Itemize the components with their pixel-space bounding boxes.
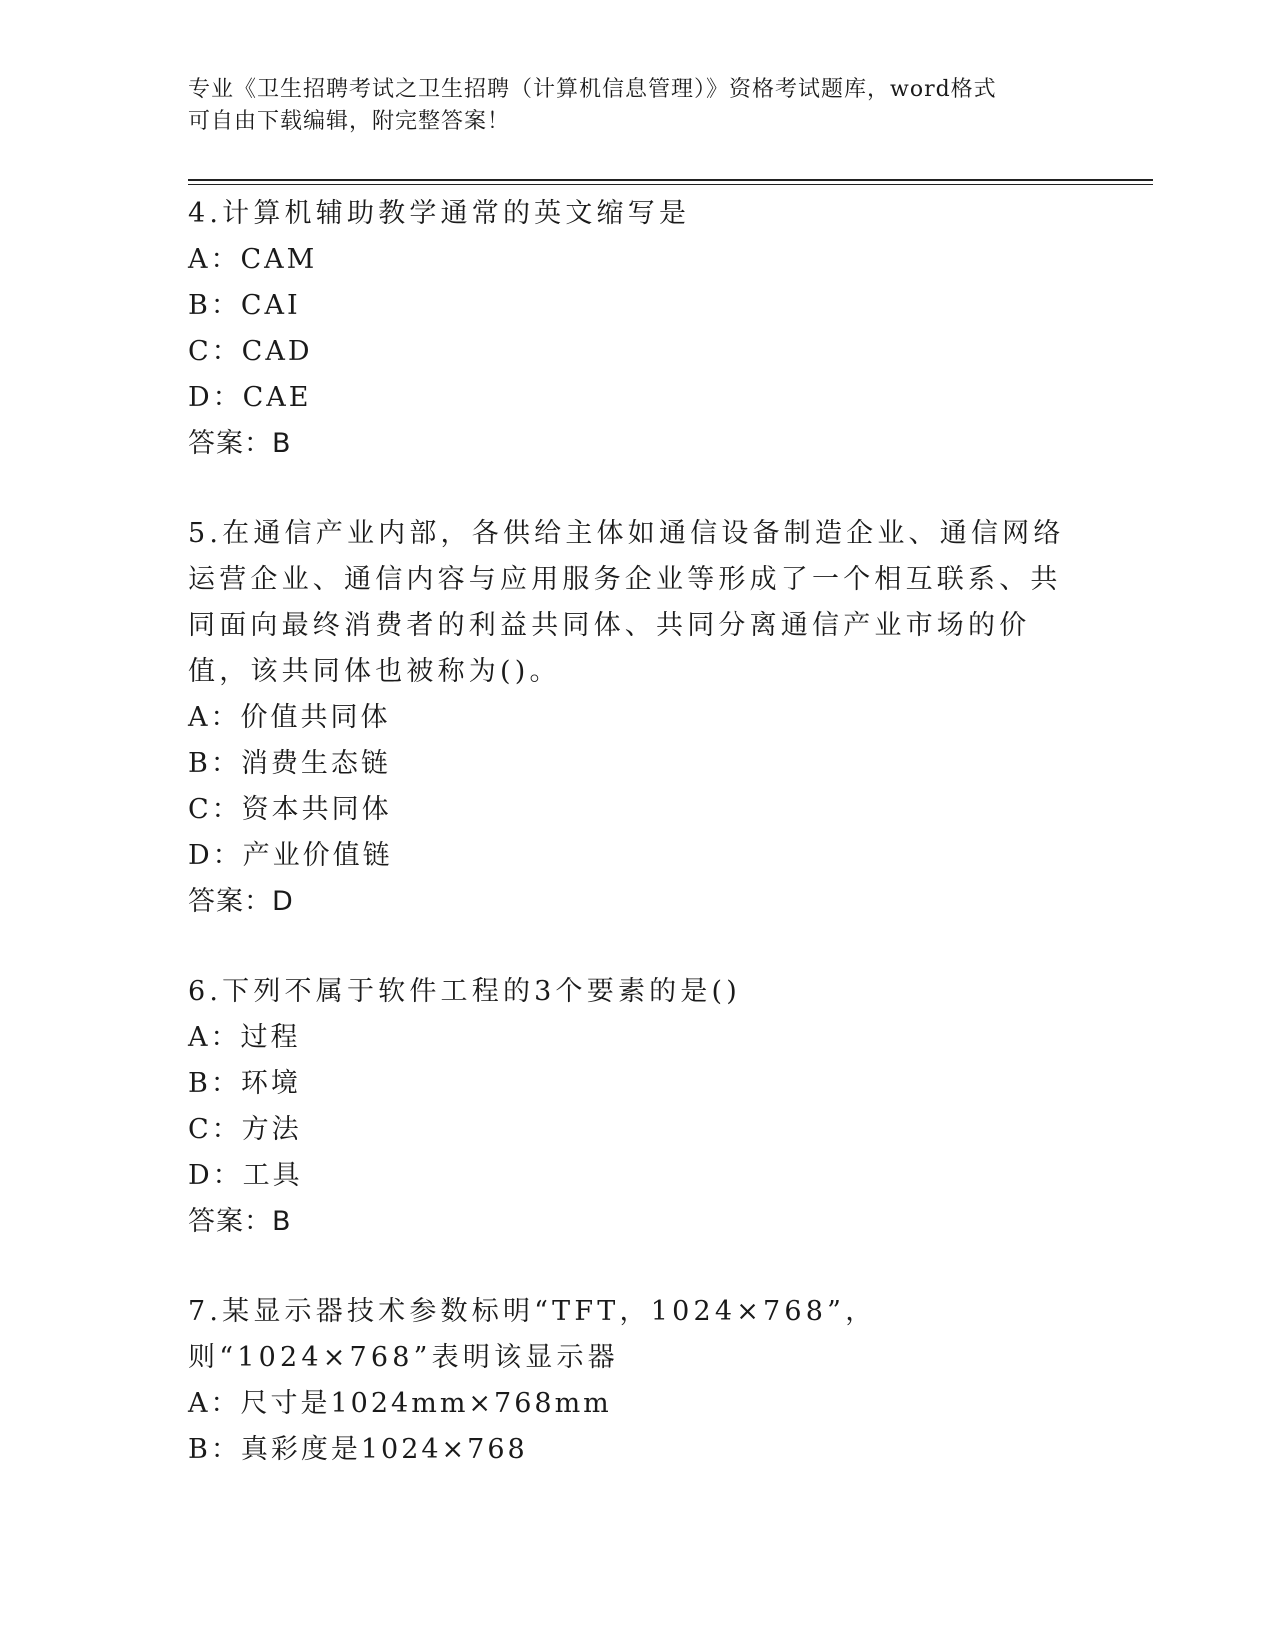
answer: 答案：B	[188, 1206, 292, 1237]
option-c: C：资本共同体	[188, 794, 392, 825]
option-b: B：CAI	[188, 290, 301, 321]
header-divider-thin	[188, 184, 1153, 185]
option-c: C：CAD	[188, 336, 313, 367]
option-a: A：过程	[188, 1022, 301, 1053]
header-divider-thick	[188, 179, 1153, 181]
header-line-2: 可自由下载编辑，附完整答案！	[188, 109, 511, 134]
question-4	[188, 191, 1068, 467]
option-b: B：环境	[188, 1068, 301, 1099]
question-text: 4.计算机辅助教学通常的英文缩写是	[188, 198, 691, 229]
header-line-1: 专业《卫生招聘考试之卫生招聘（计算机信息管理）》资格考试题库，word格式	[188, 77, 997, 102]
question-list	[188, 191, 1068, 1517]
question-text: 7.某显示器技术参数标明“TFT，1024×768”，则“1024×768”表明该显示器	[188, 1296, 877, 1373]
option-c: C：方法	[188, 1114, 302, 1145]
option-d: D：CAE	[188, 382, 312, 413]
answer: 答案：B	[188, 428, 292, 459]
question-6	[188, 969, 1068, 1245]
question-text: 6.下列不属于软件工程的3个要素的是()	[188, 976, 742, 1007]
option-b: B：真彩度是1024×768	[188, 1434, 528, 1465]
option-d: D：产业价值链	[188, 840, 393, 871]
question-text: 5.在通信产业内部，各供给主体如通信设备制造企业、通信网络运营企业、通信内容与应用服务企业等形成了一个相互联系、共同面向最终消费者的利益共同体、共同分离通信产业市场的价值，该共同体也被称为()。	[188, 518, 1065, 687]
document-header	[188, 74, 1068, 138]
option-a: A：CAM	[188, 244, 318, 275]
question-5	[188, 511, 1068, 925]
option-a: A：尺寸是1024mm×768mm	[188, 1388, 612, 1419]
option-b: B：消费生态链	[188, 748, 391, 779]
option-a: A：价值共同体	[188, 702, 391, 733]
question-7	[188, 1289, 1068, 1473]
option-d: D：工具	[188, 1160, 303, 1191]
answer: 答案：D	[188, 886, 294, 917]
